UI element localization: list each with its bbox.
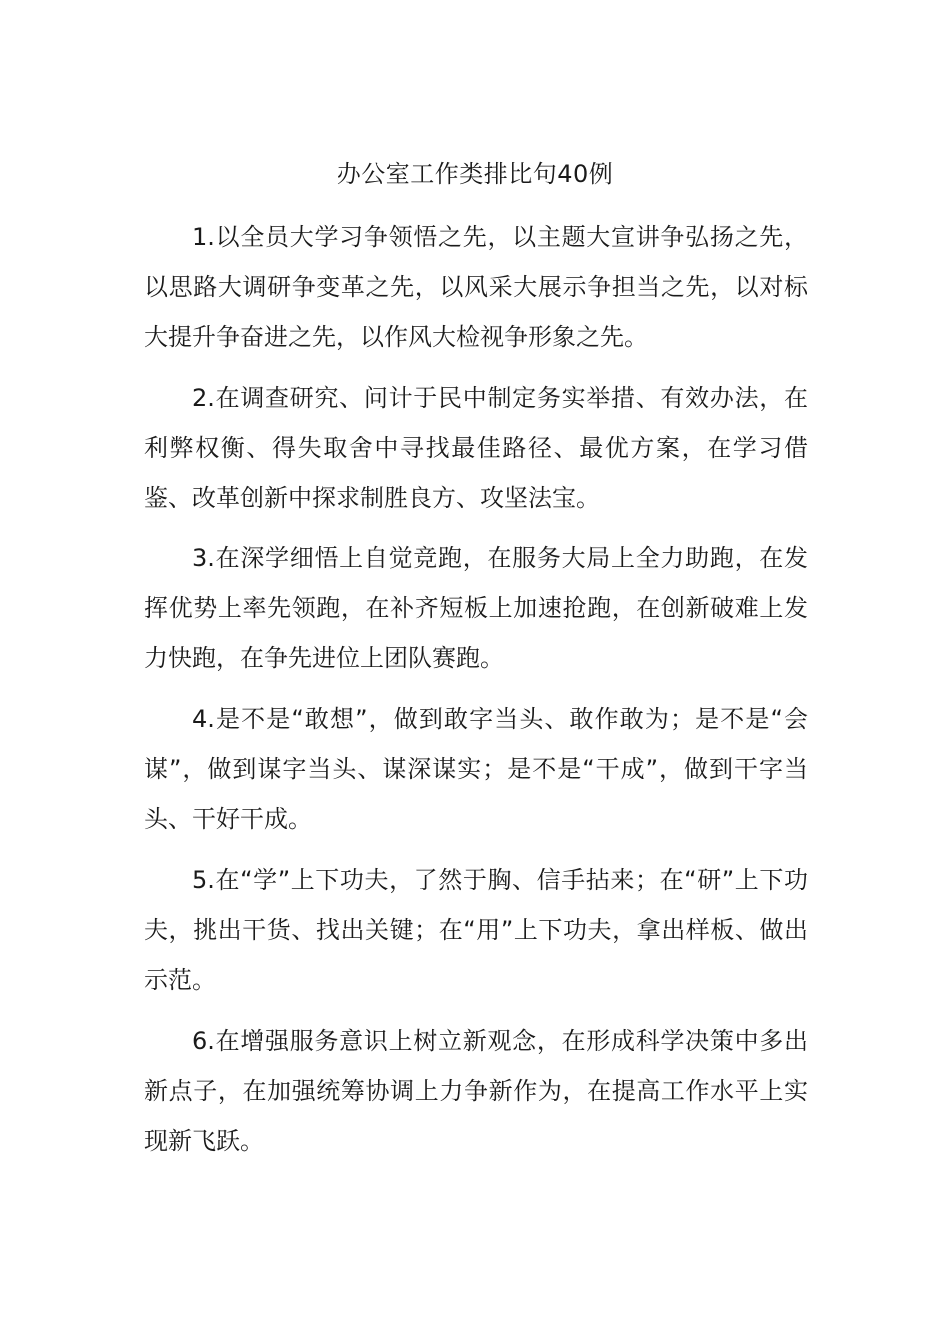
paragraph-1: 1.以全员大学习争领悟之先，以主题大宣讲争弘扬之先，以思路大调研争变革之先，以风采大展示争担当之先，以对标大提升争奋进之先，以作风大检视争形象之先。 bbox=[144, 223, 808, 351]
paragraph-5: 5.在“学”上下功夫，了然于胸、信手拈来；在“研”上下功夫，挑出干货、找出关键；在“用”上下功夫，拿出样板、做出示范。 bbox=[144, 866, 808, 994]
paragraph-4: 4.是不是“敢想”，做到敢字当头、敢作敢为；是不是“会谋”，做到谋字当头、谋深谋实；是不是“干成”，做到干字当头、干好干成。 bbox=[144, 705, 808, 833]
paragraph-2: 2.在调查研究、问计于民中制定务实举措、有效办法，在利弊权衡、得失取舍中寻找最佳路径、最优方案，在学习借鉴、改革创新中探求制胜良方、攻坚法宝。 bbox=[144, 384, 808, 512]
paragraph-3: 3.在深学细悟上自觉竞跑，在服务大局上全力助跑，在发挥优势上率先领跑，在补齐短板上加速抢跑，在创新破难上发力快跑，在争先进位上团队赛跑。 bbox=[144, 544, 808, 672]
document-title: 办公室工作类排比句40例 bbox=[336, 160, 614, 188]
paragraph-6: 6.在增强服务意识上树立新观念，在形成科学决策中多出新点子，在加强统筹协调上力争新作为，在提高工作水平上实现新飞跃。 bbox=[144, 1027, 808, 1155]
